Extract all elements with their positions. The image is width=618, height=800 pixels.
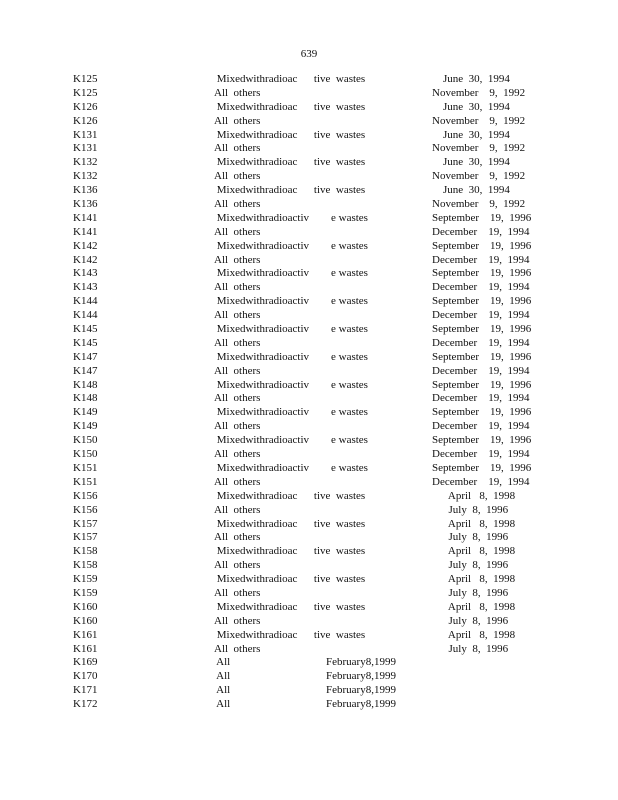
table-row bbox=[0, 656, 618, 670]
waste-code: K145 bbox=[73, 336, 98, 349]
effective-date: April 8, 1998 bbox=[432, 628, 516, 641]
waste-description: All bbox=[214, 656, 231, 669]
waste-code: K125 bbox=[73, 73, 98, 85]
effective-date: September 19, 1996 bbox=[432, 323, 532, 336]
table-row bbox=[0, 226, 618, 240]
waste-code: K144 bbox=[73, 295, 98, 308]
waste-description: Mixedwithradioac tive wastes bbox=[214, 573, 366, 586]
effective-date: November 9, 1992 bbox=[432, 114, 526, 127]
effective-date: September 19, 1996 bbox=[432, 295, 532, 308]
waste-description: Mixedwithradioac tive wastes bbox=[214, 184, 366, 197]
waste-code: K148 bbox=[73, 378, 98, 391]
table-row bbox=[0, 142, 618, 156]
waste-description: All bbox=[214, 684, 231, 697]
table-row bbox=[0, 406, 618, 420]
table-row bbox=[0, 101, 618, 115]
waste-code: K142 bbox=[73, 253, 98, 266]
waste-code: K151 bbox=[73, 475, 98, 488]
table-row bbox=[0, 281, 618, 295]
waste-description: All others bbox=[214, 170, 261, 183]
waste-description: Mixedwithradioactiv e wastes bbox=[214, 323, 368, 336]
waste-description: All bbox=[214, 670, 231, 683]
waste-code: K150 bbox=[73, 434, 98, 447]
waste-code: K150 bbox=[73, 448, 98, 461]
effective-date: December 19, 1994 bbox=[432, 364, 530, 377]
waste-description: All others bbox=[214, 420, 261, 433]
waste-description: All others bbox=[214, 364, 261, 377]
effective-date: September 19, 1996 bbox=[432, 434, 532, 447]
waste-code: K147 bbox=[73, 364, 98, 377]
waste-code: K147 bbox=[73, 350, 98, 363]
waste-description: All others bbox=[214, 198, 261, 211]
waste-description: Mixedwithradioac tive wastes bbox=[214, 100, 366, 113]
effective-date: June 30, 1994 bbox=[432, 184, 510, 197]
waste-code: K141 bbox=[73, 225, 98, 238]
waste-code: K136 bbox=[73, 184, 98, 197]
waste-description: All others bbox=[214, 281, 261, 294]
waste-code: K149 bbox=[73, 420, 98, 433]
effective-date: July 8, 1996 bbox=[432, 586, 509, 599]
effective-date: February8,1999 bbox=[326, 656, 396, 669]
table-row bbox=[0, 448, 618, 462]
waste-code: K143 bbox=[73, 281, 98, 294]
effective-date: February8,1999 bbox=[326, 670, 396, 683]
effective-date: September 19, 1996 bbox=[432, 267, 532, 280]
waste-description: All others bbox=[214, 614, 261, 627]
waste-description: All others bbox=[214, 448, 261, 461]
table-row bbox=[0, 184, 618, 198]
waste-code: K149 bbox=[73, 406, 98, 419]
waste-code: K131 bbox=[73, 142, 98, 155]
effective-date: November 9, 1992 bbox=[432, 198, 526, 211]
table-row bbox=[0, 323, 618, 337]
effective-date: September 19, 1996 bbox=[432, 350, 532, 363]
effective-date: December 19, 1994 bbox=[432, 309, 530, 322]
waste-description: All others bbox=[214, 336, 261, 349]
table-row bbox=[0, 420, 618, 434]
table-row bbox=[0, 490, 618, 504]
table-row bbox=[0, 601, 618, 615]
waste-description: Mixedwithradioac tive wastes bbox=[214, 156, 366, 169]
waste-code: K157 bbox=[73, 517, 98, 530]
waste-code: K126 bbox=[73, 114, 98, 127]
waste-description: Mixedwithradioactiv e wastes bbox=[214, 434, 368, 447]
table-row bbox=[0, 629, 618, 643]
effective-date: December 19, 1994 bbox=[432, 392, 530, 405]
waste-code: K169 bbox=[73, 656, 98, 669]
table-row bbox=[0, 267, 618, 281]
waste-code: K125 bbox=[73, 86, 98, 99]
table-row bbox=[0, 73, 618, 87]
effective-date: September 19, 1996 bbox=[432, 461, 532, 474]
waste-code: K160 bbox=[73, 614, 98, 627]
table-row bbox=[0, 643, 618, 657]
waste-code: K156 bbox=[73, 489, 98, 502]
table-row bbox=[0, 615, 618, 629]
waste-description: All others bbox=[214, 114, 261, 127]
waste-description: Mixedwithradioactiv e wastes bbox=[214, 239, 368, 252]
effective-date: November 9, 1992 bbox=[432, 86, 526, 99]
table-row bbox=[0, 698, 618, 712]
effective-date: July 8, 1996 bbox=[432, 559, 509, 572]
waste-description: All others bbox=[214, 503, 261, 516]
waste-description: Mixedwithradioac tive wastes bbox=[214, 600, 366, 613]
effective-date: December 19, 1994 bbox=[432, 448, 530, 461]
effective-date: April 8, 1998 bbox=[432, 600, 516, 613]
table-row bbox=[0, 337, 618, 351]
waste-description: Mixedwithradioac tive wastes bbox=[214, 489, 366, 502]
waste-description: All others bbox=[214, 253, 261, 266]
waste-description: Mixedwithradioac tive wastes bbox=[214, 628, 366, 641]
effective-date: July 8, 1996 bbox=[432, 642, 509, 655]
effective-date: November 9, 1992 bbox=[432, 170, 526, 183]
waste-code: K136 bbox=[73, 198, 98, 211]
table-row bbox=[0, 392, 618, 406]
waste-description: All others bbox=[214, 225, 261, 238]
waste-code: K148 bbox=[73, 392, 98, 405]
waste-description: Mixedwithradioac tive wastes bbox=[214, 545, 366, 558]
waste-description: Mixedwithradioactiv e wastes bbox=[214, 378, 368, 391]
table-row bbox=[0, 559, 618, 573]
table-row bbox=[0, 351, 618, 365]
table-row bbox=[0, 240, 618, 254]
waste-code: K132 bbox=[73, 156, 98, 169]
waste-code-table bbox=[0, 73, 618, 712]
waste-code: K161 bbox=[73, 628, 98, 641]
table-row bbox=[0, 254, 618, 268]
table-row bbox=[0, 156, 618, 170]
table-row bbox=[0, 129, 618, 143]
table-row bbox=[0, 198, 618, 212]
waste-code: K156 bbox=[73, 503, 98, 516]
waste-description: Mixedwithradioac tive wastes bbox=[214, 128, 366, 141]
table-row bbox=[0, 170, 618, 184]
effective-date: September 19, 1996 bbox=[432, 406, 532, 419]
effective-date: June 30, 1994 bbox=[432, 156, 510, 169]
waste-code: K131 bbox=[73, 128, 98, 141]
table-row bbox=[0, 670, 618, 684]
effective-date: April 8, 1998 bbox=[432, 545, 516, 558]
waste-code: K161 bbox=[73, 642, 98, 655]
waste-code: K126 bbox=[73, 100, 98, 113]
waste-description: All others bbox=[214, 559, 261, 572]
effective-date: September 19, 1996 bbox=[432, 239, 532, 252]
table-row bbox=[0, 309, 618, 323]
table-row bbox=[0, 531, 618, 545]
waste-code: K158 bbox=[73, 545, 98, 558]
table-row bbox=[0, 434, 618, 448]
waste-description: Mixedwithradioac tive wastes bbox=[214, 73, 366, 85]
waste-description: Mixedwithradioactiv e wastes bbox=[214, 350, 368, 363]
table-row bbox=[0, 587, 618, 601]
table-row bbox=[0, 379, 618, 393]
effective-date: June 30, 1994 bbox=[432, 100, 510, 113]
table-row bbox=[0, 545, 618, 559]
effective-date: July 8, 1996 bbox=[432, 614, 509, 627]
waste-code: K145 bbox=[73, 323, 98, 336]
waste-description: All others bbox=[214, 642, 261, 655]
table-row bbox=[0, 115, 618, 129]
page-number: 639 bbox=[300, 48, 318, 60]
waste-description: Mixedwithradioactiv e wastes bbox=[214, 211, 368, 224]
table-row bbox=[0, 212, 618, 226]
waste-description: Mixedwithradioactiv e wastes bbox=[214, 461, 368, 474]
table-row bbox=[0, 573, 618, 587]
table-row bbox=[0, 462, 618, 476]
waste-description: All others bbox=[214, 586, 261, 599]
table-row bbox=[0, 295, 618, 309]
waste-code: K157 bbox=[73, 531, 98, 544]
effective-date: December 19, 1994 bbox=[432, 225, 530, 238]
waste-code: K141 bbox=[73, 211, 98, 224]
effective-date: July 8, 1996 bbox=[432, 531, 509, 544]
waste-code: K171 bbox=[73, 684, 98, 697]
waste-code: K158 bbox=[73, 559, 98, 572]
effective-date: December 19, 1994 bbox=[432, 336, 530, 349]
effective-date: April 8, 1998 bbox=[432, 489, 516, 502]
waste-code: K144 bbox=[73, 309, 98, 322]
waste-code: K172 bbox=[73, 698, 98, 711]
table-row bbox=[0, 476, 618, 490]
waste-code: K160 bbox=[73, 600, 98, 613]
effective-date: December 19, 1994 bbox=[432, 475, 530, 488]
waste-code: K159 bbox=[73, 573, 98, 586]
waste-code: K143 bbox=[73, 267, 98, 280]
table-row bbox=[0, 504, 618, 518]
effective-date: September 19, 1996 bbox=[432, 378, 532, 391]
effective-date: September 19, 1996 bbox=[432, 211, 532, 224]
effective-date: February8,1999 bbox=[326, 698, 396, 711]
waste-description: Mixedwithradioactiv e wastes bbox=[214, 267, 368, 280]
waste-code: K159 bbox=[73, 586, 98, 599]
effective-date: April 8, 1998 bbox=[432, 573, 516, 586]
waste-description: Mixedwithradioactiv e wastes bbox=[214, 295, 368, 308]
effective-date: February8,1999 bbox=[326, 684, 396, 697]
waste-code: K132 bbox=[73, 170, 98, 183]
effective-date: December 19, 1994 bbox=[432, 253, 530, 266]
waste-description: All others bbox=[214, 309, 261, 322]
effective-date: November 9, 1992 bbox=[432, 142, 526, 155]
effective-date: April 8, 1998 bbox=[432, 517, 516, 530]
table-row bbox=[0, 684, 618, 698]
effective-date: June 30, 1994 bbox=[432, 128, 510, 141]
effective-date: July 8, 1996 bbox=[432, 503, 509, 516]
effective-date: December 19, 1994 bbox=[432, 281, 530, 294]
effective-date: June 30, 1994 bbox=[432, 73, 510, 85]
waste-description: All others bbox=[214, 86, 261, 99]
waste-description: Mixedwithradioactiv e wastes bbox=[214, 406, 368, 419]
waste-description: All others bbox=[214, 531, 261, 544]
table-row bbox=[0, 518, 618, 532]
effective-date: December 19, 1994 bbox=[432, 420, 530, 433]
waste-description: All others bbox=[214, 475, 261, 488]
waste-description: All others bbox=[214, 142, 261, 155]
waste-description: Mixedwithradioac tive wastes bbox=[214, 517, 366, 530]
waste-code: K170 bbox=[73, 670, 98, 683]
table-row bbox=[0, 87, 618, 101]
waste-description: All others bbox=[214, 392, 261, 405]
waste-description: All bbox=[214, 698, 231, 711]
waste-code: K151 bbox=[73, 461, 98, 474]
waste-code: K142 bbox=[73, 239, 98, 252]
table-row bbox=[0, 365, 618, 379]
